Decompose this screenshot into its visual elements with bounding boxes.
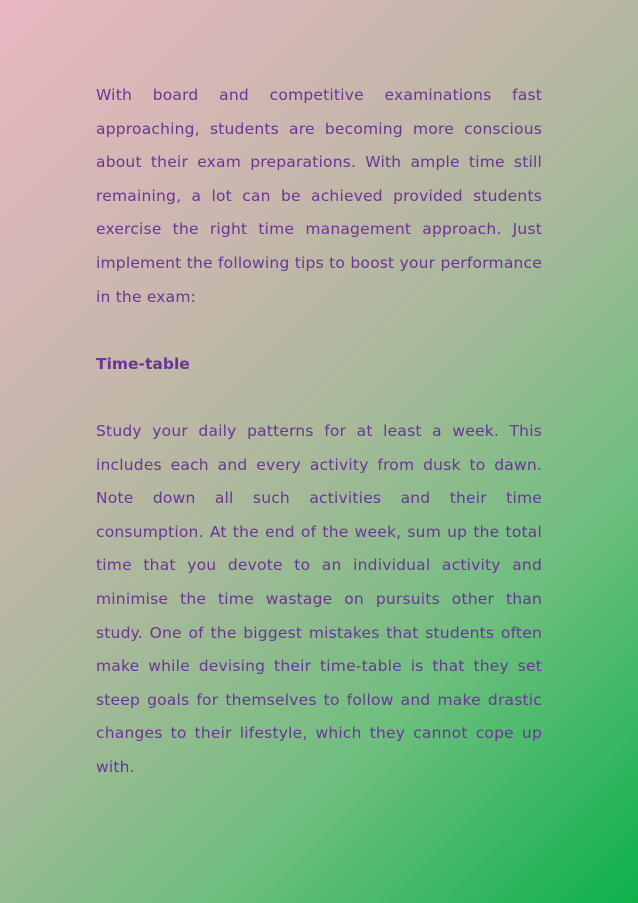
section-paragraph: Study your daily patterns for at least a week. This includes each and every activity from dusk to dawn. Note down all such activities and their time consumption. At the end of the week, sum up the total time that you devote to an individual activity and minimise the time wastage on pursuits other than study. One of the biggest mistakes that students often make while devising their time-table is that they set steep goals for themselves to follow and make drastic changes to their lifestyle, which they cannot cope up with.	[96, 421, 542, 776]
spacer	[96, 381, 542, 415]
spacer	[96, 314, 542, 348]
intro-paragraph: With board and competitive examinations fast approaching, students are becoming more conscious about their exam preparations. With ample time still remaining, a lot can be achieved provided students exercise the right time management approach. Just implement the following tips to boost your performance in the exam:	[96, 86, 542, 306]
section-heading: Time-table	[96, 354, 190, 373]
